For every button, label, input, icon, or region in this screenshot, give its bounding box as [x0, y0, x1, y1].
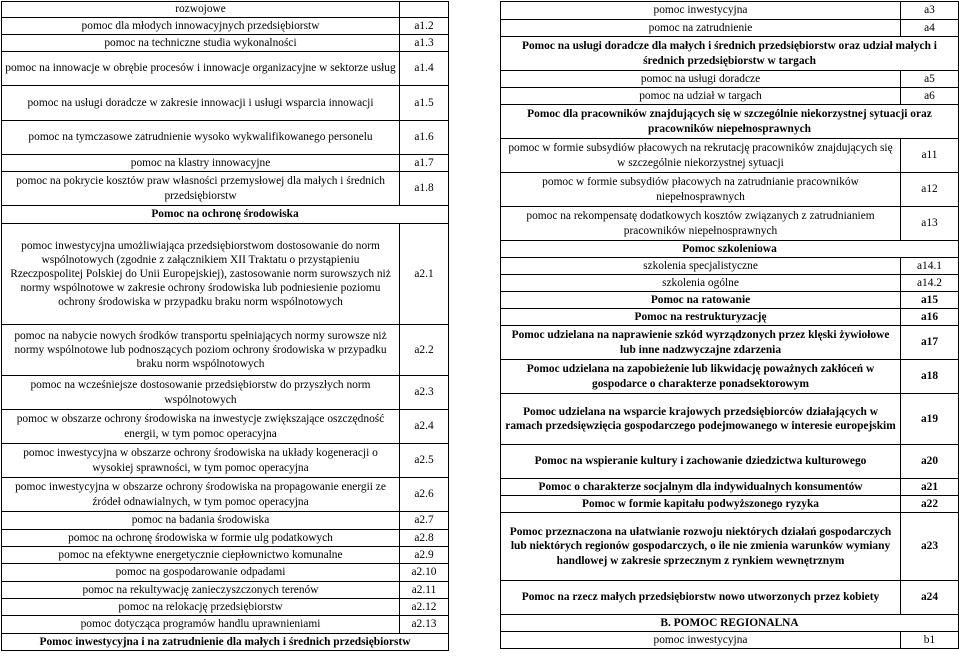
aid-code: a16 — [901, 309, 959, 326]
table-row — [2, 512, 449, 530]
table-row — [2, 410, 449, 444]
aid-description: pomoc na nabycie nowych środków transportu spełniających normy surowsze niż normy wspólnotowe lub podnoszących poziom ochrony środowiska w przypadku braku norm wspólnotowych — [2, 325, 400, 376]
aid-description: pomoc na rekultywację zanieczyszczonych terenów — [2, 582, 400, 599]
aid-description: szkolenia ogólne — [501, 275, 901, 292]
aid-description: pomoc inwestycyjna umożliwiająca przedsiębiorstwom dostosowanie do norm wspólnotowych (zgodnie z załącznikiem XII Traktatu o przystąpieniu Rzeczpospolitej Polskiej do Unii Europejskiej), zastosowanie norm surowszych niż normy wspólnotowe w zakresie ochrony środowiska lub podniesienie poziomu ochrony środowiska w przypadku braku norm wspólnotowych — [2, 224, 400, 325]
aid-code: a2.11 — [400, 582, 449, 599]
table-row — [2, 376, 449, 410]
table-row — [2, 599, 449, 616]
table-row — [501, 632, 959, 649]
table-row — [2, 224, 449, 325]
table-row — [501, 20, 959, 37]
table-row — [501, 394, 959, 445]
table-row — [501, 139, 959, 173]
table-row — [501, 496, 959, 513]
table-row — [501, 258, 959, 275]
table-row — [2, 121, 449, 155]
aid-description: pomoc na pokrycie kosztów praw własności przemysłowej dla małych i średnich przedsiębiorstw — [2, 172, 400, 206]
aid-code: a17 — [901, 326, 959, 360]
aid-code: a2.3 — [400, 376, 449, 410]
section-header-row — [501, 37, 959, 71]
aid-description: rozwojowe — [2, 2, 400, 18]
right-table — [500, 1, 959, 649]
table-row — [501, 479, 959, 496]
table-row — [501, 513, 959, 581]
aid-code — [400, 2, 449, 18]
aid-description: Pomoc na rzecz małych przedsiębiorstw nowo utworzonych przez kobiety — [501, 581, 901, 615]
aid-description: Pomoc o charakterze socjalnym dla indywidualnych konsumentów — [501, 479, 901, 496]
left-table-body — [2, 2, 449, 651]
table-row — [501, 326, 959, 360]
aid-code: a5 — [901, 71, 959, 88]
table-row — [2, 616, 449, 634]
aid-code: a6 — [901, 88, 959, 105]
aid-description: pomoc na klastry innowacyjne — [2, 155, 400, 172]
section-header: Pomoc na usługi doradcze dla małych i średnich przedsiębiorstw oraz udział małych i średnich przedsiębiorstw w targach — [501, 37, 959, 71]
table-row — [501, 173, 959, 207]
aid-code: b1 — [901, 632, 959, 649]
table-row — [501, 581, 959, 615]
table-row — [501, 275, 959, 292]
table-row — [501, 360, 959, 394]
table-row — [2, 530, 449, 547]
section-header: Pomoc dla pracowników znajdujących się w szczególnie niekorzystnej sytuacji oraz pracowników niepełnosprawnych — [501, 105, 959, 139]
aid-code: a2.9 — [400, 547, 449, 564]
aid-code: a4 — [901, 20, 959, 37]
table-row — [2, 52, 449, 86]
aid-description: pomoc na usługi doradcze w zakresie innowacji i usługi wsparcia innowacji — [2, 86, 400, 121]
aid-description: pomoc dla młodych innowacyjnych przedsiębiorstw — [2, 18, 400, 35]
table-row — [2, 2, 449, 18]
aid-code: a1.8 — [400, 172, 449, 206]
aid-description: pomoc inwestycyjna w obszarze ochrony środowiska na propagowanie energii ze źródeł odnawialnych, w tym pomoc operacyjna — [2, 478, 400, 512]
aid-code: a2.5 — [400, 444, 449, 478]
table-row — [501, 71, 959, 88]
aid-code: a19 — [901, 394, 959, 445]
table-row — [501, 309, 959, 326]
aid-description: pomoc w formie subsydiów płacowych na zatrudnianie pracowników niepełnosprawnych — [501, 173, 901, 207]
aid-description: Pomoc na wspieranie kultury i zachowanie dziedzictwa kulturowego — [501, 445, 901, 479]
section-header: Pomoc szkoleniowa — [501, 241, 959, 258]
aid-description: pomoc na tymczasowe zatrudnienie wysoko wykwalifikowanego personelu — [2, 121, 400, 155]
aid-description: pomoc na udział w targach — [501, 88, 901, 105]
aid-code: a13 — [901, 207, 959, 241]
aid-code: a1.7 — [400, 155, 449, 172]
aid-code: a15 — [901, 292, 959, 309]
table-row — [2, 155, 449, 172]
aid-code: a20 — [901, 445, 959, 479]
table-row — [2, 86, 449, 121]
table-row — [501, 88, 959, 105]
table-row — [2, 444, 449, 478]
aid-description: pomoc na relokację przedsiębiorstw — [2, 599, 400, 616]
aid-description: pomoc na techniczne studia wykonalności — [2, 35, 400, 52]
section-header-row — [501, 105, 959, 139]
aid-code: a2.4 — [400, 410, 449, 444]
aid-description: pomoc na ochronę środowiska w formie ulg podatkowych — [2, 530, 400, 547]
aid-description: pomoc na gospodarowanie odpadami — [2, 564, 400, 582]
section-header-row — [2, 634, 449, 651]
aid-code: a2.10 — [400, 564, 449, 582]
aid-description: Pomoc udzielana na wsparcie krajowych przedsiębiorców działających w ramach przedsięwzięcia gospodarczego podejmowanego w interesie europejskim — [501, 394, 901, 445]
aid-code: a2.2 — [400, 325, 449, 376]
section-header-row — [501, 615, 959, 632]
aid-code: a2.13 — [400, 616, 449, 634]
aid-description: pomoc na badania środowiska — [2, 512, 400, 530]
aid-code: a12 — [901, 173, 959, 207]
table-row — [2, 325, 449, 376]
aid-description: Pomoc na ratowanie — [501, 292, 901, 309]
aid-description: Pomoc na restrukturyzację — [501, 309, 901, 326]
aid-code: a14.2 — [901, 275, 959, 292]
aid-code: a2.1 — [400, 224, 449, 325]
aid-code: a1.2 — [400, 18, 449, 35]
section-header-row — [501, 241, 959, 258]
table-row — [2, 18, 449, 35]
aid-code: a2.12 — [400, 599, 449, 616]
aid-code: a18 — [901, 360, 959, 394]
aid-code: a2.7 — [400, 512, 449, 530]
table-row — [2, 478, 449, 512]
aid-description: pomoc w obszarze ochrony środowiska na inwestycje zwiększające oszczędność energii, w tym pomoc operacyjna — [2, 410, 400, 444]
right-table-body — [501, 2, 959, 649]
aid-description: pomoc na innowacje w obrębie procesów i innowacje organizacyjne w sektorze usług — [2, 52, 400, 86]
aid-description: pomoc na usługi doradcze — [501, 71, 901, 88]
aid-description: Pomoc udzielana na naprawienie szkód wyrządzonych przez klęski żywiołowe lub inne nadzwyczajne zdarzenia — [501, 326, 901, 360]
table-row — [501, 292, 959, 309]
section-header: Pomoc inwestycyjna i na zatrudnienie dla małych i średnich przedsiębiorstw — [2, 634, 449, 651]
aid-description: Pomoc przeznaczona na ułatwianie rozwoju niektórych działań gospodarczych lub niektórych regionów gospodarczych, o ile nie zmienia warunków wymiany handlowej w zakresie sprzecznym z rynkiem wewnętrznym — [501, 513, 901, 581]
aid-code: a1.6 — [400, 121, 449, 155]
aid-code: a2.8 — [400, 530, 449, 547]
aid-description: pomoc dotycząca programów handlu uprawnieniami — [2, 616, 400, 634]
aid-code: a3 — [901, 2, 959, 20]
aid-code: a1.3 — [400, 35, 449, 52]
aid-description: Pomoc udzielana na zapobieżenie lub likwidację poważnych zakłóceń w gospodarce o charakterze ponadsektorowym — [501, 360, 901, 394]
aid-code: a23 — [901, 513, 959, 581]
aid-description: pomoc na rekompensatę dodatkowych kosztów związanych z zatrudnianiem pracowników niepełnosprawnych — [501, 207, 901, 241]
aid-code: a21 — [901, 479, 959, 496]
aid-description: pomoc inwestycyjna — [501, 632, 901, 649]
table-row — [501, 2, 959, 20]
aid-code: a22 — [901, 496, 959, 513]
aid-code: a1.4 — [400, 52, 449, 86]
table-row — [2, 564, 449, 582]
aid-code: a11 — [901, 139, 959, 173]
aid-description: pomoc na wcześniejsze dostosowanie przedsiębiorstw do przyszłych norm wspólnotowych — [2, 376, 400, 410]
section-header-row — [2, 206, 449, 224]
aid-description: pomoc w formie subsydiów płacowych na rekrutację pracowników znajdujących się w szczególnie niekorzystnej sytuacji — [501, 139, 901, 173]
aid-code: a1.5 — [400, 86, 449, 121]
aid-description: Pomoc w formie kapitału podwyższonego ryzyka — [501, 496, 901, 513]
table-row — [2, 582, 449, 599]
aid-code: a24 — [901, 581, 959, 615]
table-row — [501, 207, 959, 241]
section-header: B. POMOC REGIONALNA — [501, 615, 959, 632]
aid-code: a14.1 — [901, 258, 959, 275]
left-table — [1, 1, 449, 651]
table-row — [501, 445, 959, 479]
aid-description: szkolenia specjalistyczne — [501, 258, 901, 275]
table-row — [2, 35, 449, 52]
table-row — [2, 172, 449, 206]
aid-description: pomoc inwestycyjna w obszarze ochrony środowiska na układy kogeneracji o wysokiej sprawności, w tym pomoc operacyjna — [2, 444, 400, 478]
aid-description: pomoc na zatrudnienie — [501, 20, 901, 37]
table-row — [2, 547, 449, 564]
aid-description: pomoc inwestycyjna — [501, 2, 901, 20]
aid-code: a2.6 — [400, 478, 449, 512]
aid-description: pomoc na efektywne energetycznie ciepłownictwo komunalne — [2, 547, 400, 564]
section-header: Pomoc na ochronę środowiska — [2, 206, 449, 224]
